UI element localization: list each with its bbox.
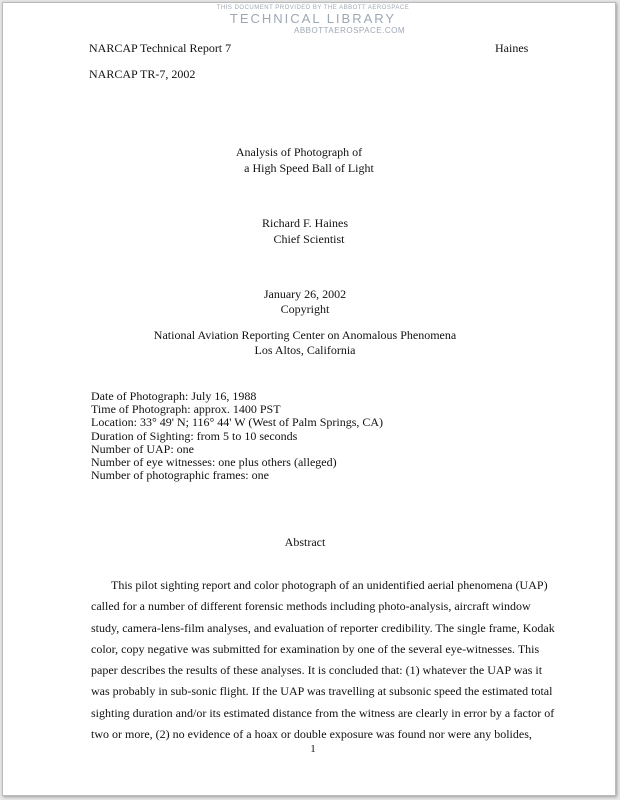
date: January 26, 2002 — [263, 287, 347, 301]
metadata-list — [91, 390, 383, 482]
abstract-line: called for a number of different forensic methods including photo-analysis, aircraft window — [91, 599, 531, 614]
abstract-heading: Abstract — [284, 535, 326, 549]
watermark-logo — [193, 5, 433, 35]
page-number: 1 — [310, 743, 316, 755]
meta-item: Number of photographic frames: one — [91, 468, 269, 483]
author-name: Richard F. Haines — [261, 216, 349, 230]
org-name: National Aviation Reporting Center on Anomalous Phenomena — [153, 328, 457, 342]
abstract-line: color, copy negative was submitted for examination by one of the several eye-witnesses. This — [91, 641, 540, 656]
title-line: a High Speed Ball of Light — [244, 161, 374, 175]
document-page — [2, 2, 616, 796]
meta-item: Number of eye witnesses: one plus others (alleged) — [91, 455, 337, 470]
meta-item: Duration of Sighting: from 5 to 10 seconds — [91, 428, 298, 443]
header-left: NARCAP Technical Report 7 — [89, 41, 232, 55]
watermark-line: THIS DOCUMENT PROVIDED BY THE ABBOTT AEROSPACE — [216, 5, 410, 11]
abstract-line: This pilot sighting report and color photograph of an unidentified aerial phenomena (UAP) — [111, 578, 548, 592]
abstract-line: study, camera-lens-film analyses, and evaluation of reporter credibility. The single frame, Kodak — [91, 620, 555, 635]
abstract-body — [91, 575, 571, 745]
abstract-line: was probably in sub-sonic flight. If the UAP was travelling at subsonic speed the estimated total — [91, 684, 553, 699]
abstract-line: sighting duration and/or its estimated distance from the witness are clearly in error by a factor of — [91, 705, 555, 720]
author-role: Chief Scientist — [273, 232, 345, 246]
meta-item: Time of Photograph: approx. 1400 PST — [91, 402, 281, 417]
org-location: Los Altos, California — [254, 343, 356, 357]
header-right: Haines — [495, 41, 529, 55]
watermark-line: TECHNICAL LIBRARY — [229, 11, 397, 26]
report-id: NARCAP TR-7, 2002 — [89, 67, 196, 81]
abstract-line: two or more, (2) no evidence of a hoax or double exposure was found nor were any bolides, — [91, 727, 532, 742]
meta-item: Date of Photograph: July 16, 1988 — [91, 389, 257, 403]
meta-item: Location: 33° 49' N; 116° 44' W (West of Palm Springs, CA) — [91, 415, 384, 430]
watermark-line: ABBOTTAEROSPACE.COM — [294, 26, 405, 35]
meta-item: Number of UAP: one — [91, 441, 194, 456]
copyright: Copyright — [280, 302, 330, 316]
abstract-line: paper describes the results of these analyses. It is concluded that: (1) whatever the UAP was it — [91, 663, 543, 678]
title-line: Analysis of Photograph of — [235, 145, 363, 159]
